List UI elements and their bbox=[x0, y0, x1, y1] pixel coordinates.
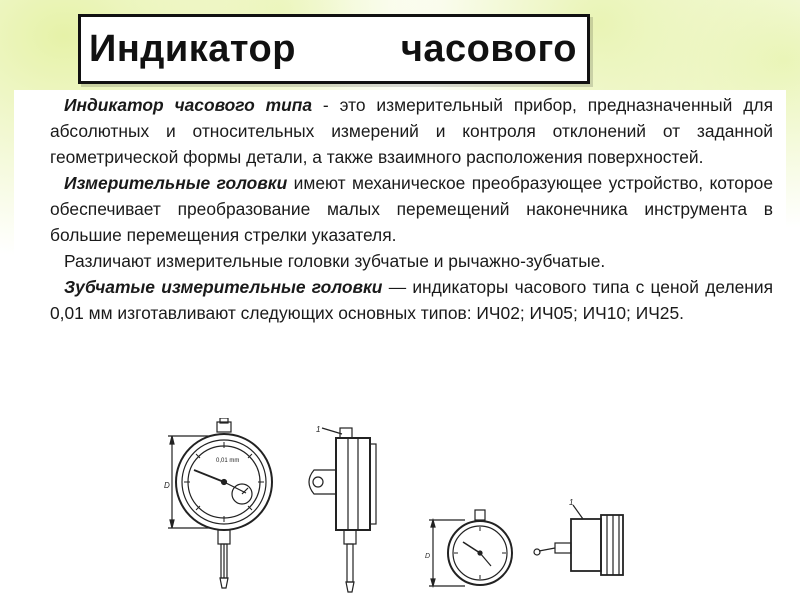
paragraph-text: — индикаторы часового типа с ценой деления 0,01 мм изготавливают следующих основных типов: ИЧ02; ИЧ05; ИЧ10; ИЧ25. bbox=[50, 277, 773, 323]
body-text bbox=[50, 92, 773, 326]
dial-scale-label: 0,01 mm bbox=[216, 458, 240, 464]
paragraph-heads bbox=[50, 170, 773, 248]
paragraph-types bbox=[50, 248, 773, 274]
dial-indicator-side-drawing bbox=[300, 420, 405, 598]
small-indicator-side-drawing bbox=[525, 495, 635, 585]
term-measuring-heads: Измерительные головки bbox=[64, 173, 288, 193]
term-indicator: Индикатор часового типа bbox=[64, 95, 313, 115]
dimension-label: D bbox=[425, 553, 431, 560]
title-word-2: часового bbox=[400, 27, 577, 70]
paragraph-definition bbox=[50, 92, 773, 170]
paragraph-gear-heads bbox=[50, 274, 773, 326]
paragraph-text: имеют механическое преобразующее устройство, которое обеспечивает преобразование малых перемещений наконечника инструмента в большие перемещения стрелки указателя. bbox=[50, 173, 773, 245]
paragraph-text: - это измерительный прибор, предназначенный для абсолютных и относительных измерений и контроля отклонений от заданной геометрической формы детали, а также взаимного расположения поверхностей. bbox=[50, 95, 773, 167]
dial-indicator-front-drawing bbox=[160, 418, 295, 598]
callout-number: 1 bbox=[316, 425, 321, 434]
title-word-1: Индикатор bbox=[89, 27, 296, 70]
small-indicator-front-drawing bbox=[425, 500, 520, 595]
term-gear-heads: Зубчатые измерительные головки bbox=[64, 277, 383, 297]
slide-title bbox=[78, 14, 590, 84]
dimension-label: D bbox=[164, 481, 170, 490]
callout-number: 1 bbox=[569, 498, 574, 507]
paragraph-text: Различают измерительные головки зубчатые и рычажно-зубчатые. bbox=[64, 251, 606, 271]
